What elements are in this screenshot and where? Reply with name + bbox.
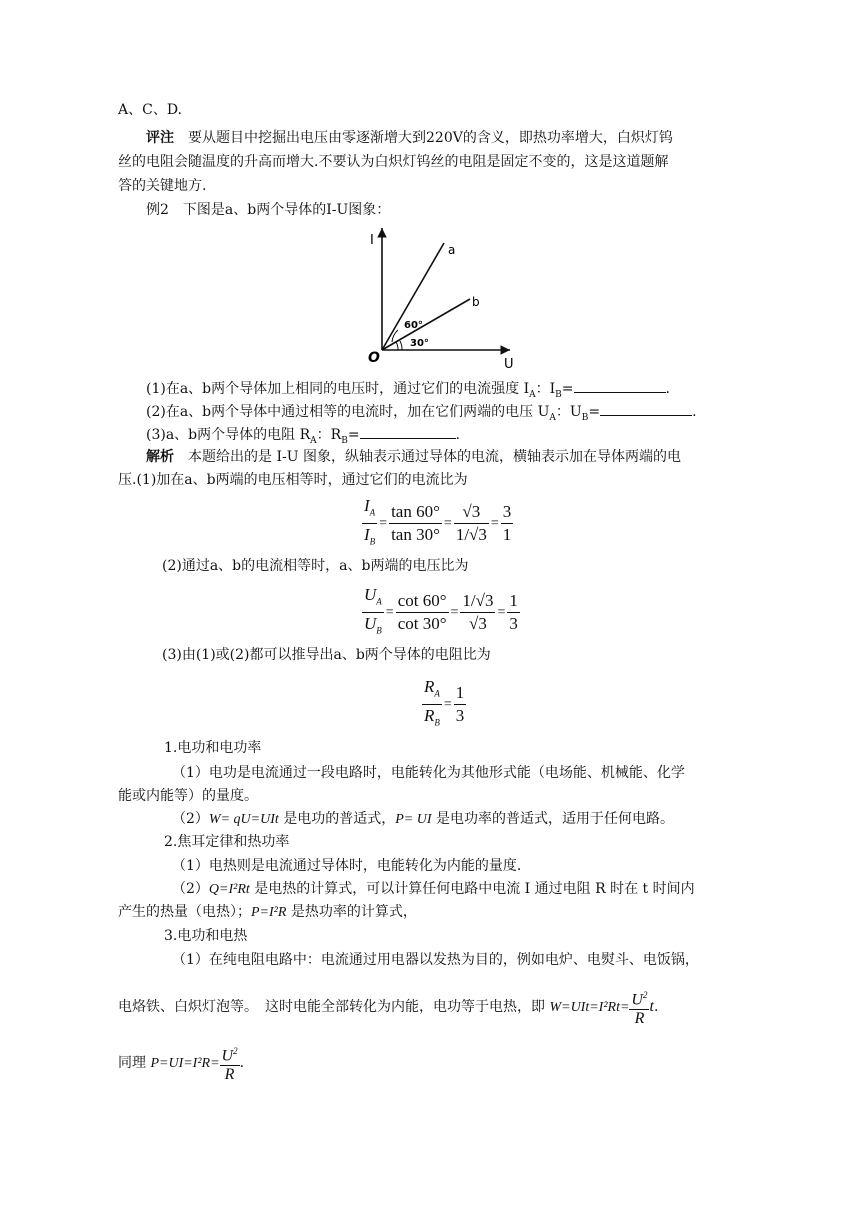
line-a [382,243,444,350]
section-heading-3: 3.电功和电热 [164,928,248,944]
origin-label: O [368,350,380,366]
example-heading: 例2 下图是a、b两个导体的I-U图象： [146,202,391,218]
answer-blank-3[interactable] [360,424,456,439]
comment-paragraph-line-3: 答的关键地方. [118,178,207,194]
question-2: (2)在a、b两个导体中通过相等的电流时，加在它们两端的电压 $U_A$：$U_B=$ . [146,401,697,428]
line-b-label: b [472,295,480,309]
part-2-text: (2)通过a、b的电流相等时，a、b两端的电压比为 [162,558,469,574]
section-3-para-2: 电烙铁、白炽灯泡等。 这时电能全部转化为内能，电功等于电热，即 W=UIt=I²Rt= $\frac{U^2}{R}$ t. [118,986,658,1028]
equation-current-ratio: $\frac{I_A}{I_B}$ = $\frac{\tan 60^\circ}{\tan 30^\circ}$ = $\frac{√3}{1/√3}$ = $\frac{3}{1}$ [364,496,512,547]
axis-i-label: I [370,233,374,248]
section-heading-2: 2.焦耳定律和热功率 [164,834,290,850]
section-1-para-2: （2）W= qU=UIt 是电功的普适式，P= UI 是电功率的普适式，适用于任何电路。 [172,811,674,827]
angle-30-arc-2 [400,341,402,350]
comment-paragraph-line-1: 评注 要从题目中挖掘出电压由零逐渐增大到220V的含义，即热功率增大，白炽灯钨 [146,130,673,146]
section-heading-1: 1.电功和电功率 [164,740,262,756]
equation-voltage-ratio: $\frac{U_A}{U_B}$ = $\frac{\cot 60^\circ}{\cot 30^\circ}$ = $\frac{1/√3}{√3}$ = $\frac{1}{3}$ [364,585,518,636]
section-2-para-1: （1）电热则是电流通过导体时，电能转化为内能的量度. [172,858,522,874]
section-3-para-1: （1）在纯电阻电路中：电流通过用电器以发热为目的，例如电炉、电熨斗、电饭锅， [172,952,699,968]
fraction-u2-over-r: $\frac{U^2}{R}$ [629,986,649,1028]
angle-60-label: 60° [404,320,423,331]
analysis-label: 解析 [146,449,174,465]
section-2-para-2: （2）Q=I²Rt 是电热的计算式，可以计算任何电路中电流 I 通过电阻 R 时在 t 时间内 [172,881,695,897]
fraction-u2-over-r-2: $\frac{U^2}{R}$ [220,1042,240,1084]
axis-u-label: U [504,357,514,370]
answer-line: A、C、D. [118,102,182,118]
section-1-para-1: （1）电功是电流通过一段电路时，电能转化为其他形式能（电场能、机械能、化学 [172,765,685,781]
line-a-label: a [448,243,456,257]
iu-graph-figure [360,222,530,370]
question-3: (3)a、b两个导体的电阻 $R_A$：$R_B=$ . [146,424,460,451]
answer-blank-2[interactable] [600,401,692,416]
analysis-line-1: 解析 本题给出的是 I-U 图象，纵轴表示通过导体的电流，横轴表示加在导体两端的电 [146,449,681,465]
comment-paragraph-line-2: 丝的电阻会随温度的升高而增大.不要认为白炽灯钨丝的电阻是固定不变的，这是这道题解 [118,154,669,170]
comment-label: 评注 [146,130,174,146]
part-3-text: (3)由(1)或(2)都可以推导出a、b两个导体的电阻比为 [162,647,491,663]
section-3-para-3: 同理 P=UI=I²R= $\frac{U^2}{R}$ . [118,1042,244,1084]
angle-30-arc [396,342,398,350]
analysis-line-2: 压.(1)加在a、b两端的电压相等时，通过它们的电流比为 [118,472,468,488]
answer-blank-1[interactable] [574,378,666,393]
section-1-para-1-cont: 能或内能等）的量度。 [118,788,258,804]
question-1: (1)在a、b两个导体加上相同的电压时，通过它们的电流强度 $I_A$：$I_B=$ . [146,378,670,405]
angle-30-label: 30° [410,338,429,349]
section-2-para-2-cont: 产生的热量（电热）；P=I²R 是热功率的计算式， [118,904,417,920]
equation-resistance-ratio: $\frac{R_A}{R_B}$ = $\frac{1}{3}$ [424,677,465,728]
